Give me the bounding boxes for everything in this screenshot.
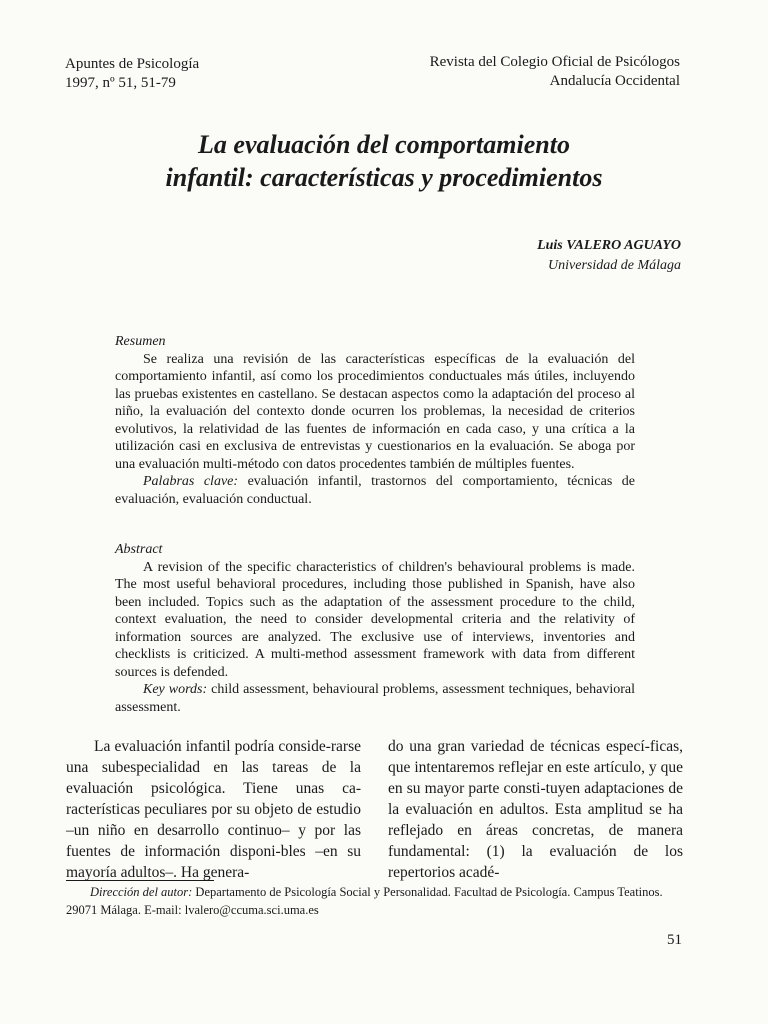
- body-text-right: do una gran variedad de técnicas especí-ficas, que intentaremos reflejar en este artículo, y que en su mayor parte consti-tuyen adaptaciones de la evaluación en adultos. Esta amplitud se ha reflejado en áreas concretas, de manera fundamental: (1) la evaluación de los repertorios acadé-: [388, 738, 683, 881]
- author-name: Luis VALERO AGUAYO: [537, 238, 681, 253]
- resumen-label: Resumen: [115, 334, 166, 349]
- abstract-label: Abstract: [115, 542, 163, 557]
- body-column-left: [66, 736, 361, 883]
- abstract-text: A revision of the specific characteristics of children's behavioural problems is made. The most useful behavioral procedures, including those published in Spanish, have also been included. Topics such as the adaptation of the assessment procedure to the child, context evaluation, the need to consider developmental criteria and the relativity of information sources are analyzed. The exclusive use of interviews, inventories and checklists is criticized. A multi-method assessment framework with data from different sources is defended.: [115, 559, 635, 680]
- author-affiliation: Universidad de Málaga: [548, 258, 681, 273]
- journal-citation: 1997, nº 51, 51-79: [65, 75, 176, 91]
- article-title: [60, 128, 708, 194]
- resumen-keywords-text: evaluación infantil, trastornos del comportamiento, técnicas de evaluación, evaluación conductual.: [115, 474, 636, 507]
- footnote-rule: [66, 880, 214, 881]
- society-line-1: Revista del Colegio Oficial de Psicólogos: [429, 54, 680, 70]
- resumen-text: Se realiza una revisión de las características específicas de la evaluación del comportamiento infantil, así como los procedimientos conductuales más útiles, incluyendo las pruebas existentes en castellano. Se destacan aspectos como la adaptación del proceso al niño, la evaluación del contexto donde ocurren los problemas, la necesidad de criterios evolutivos, la relatividad de las fuentes de información en cada caso, y una crítica a la utilización casi en exclusiva de entrevistas y cuestionarios en la evaluación. Se aboga por una evaluación multi-método con datos procedentes también de múltiples fuentes.: [115, 351, 635, 472]
- resumen-keywords: [115, 473, 635, 508]
- journal-header: [65, 55, 199, 93]
- society-header: [430, 53, 680, 91]
- body-text-left: La evaluación infantil podría conside-rarse una subespecialidad en las tareas de la evaluación psicológica. Tiene unas ca-racterísticas peculiares por su objeto de estudio –un niño en desarrollo continuo– y por las fuentes de información disponi-bles –en su mayoría adultos–. Ha genera-: [66, 738, 361, 881]
- body-column-right: [388, 736, 683, 883]
- footnote: [66, 883, 696, 919]
- journal-name: Apuntes de Psicología: [65, 56, 200, 72]
- resumen-section: [115, 333, 635, 508]
- author-block: [537, 236, 681, 276]
- abstract-keywords-text: child assessment, behavioural problems, assessment techniques, behavioral assessment.: [115, 682, 636, 715]
- abstract-keywords-label: Key words:: [143, 682, 208, 697]
- footnote-label: Dirección del autor:: [90, 885, 193, 899]
- abstract-keywords: [115, 681, 635, 716]
- abstract-section: [115, 541, 635, 716]
- resumen-keywords-label: Palabras clave:: [143, 474, 239, 489]
- title-line-2: infantil: características y procedimientos: [165, 163, 603, 192]
- page-number: 51: [667, 932, 682, 948]
- title-line-1: La evaluación del comportamiento: [198, 130, 570, 159]
- society-line-2: Andalucía Occidental: [549, 73, 680, 89]
- footnote-text: Departamento de Psicología Social y Personalidad. Facultad de Psicología. Campus Teatinos. 29071 Málaga. E-mail: lvalero@ccuma.sci.uma.es: [66, 885, 663, 917]
